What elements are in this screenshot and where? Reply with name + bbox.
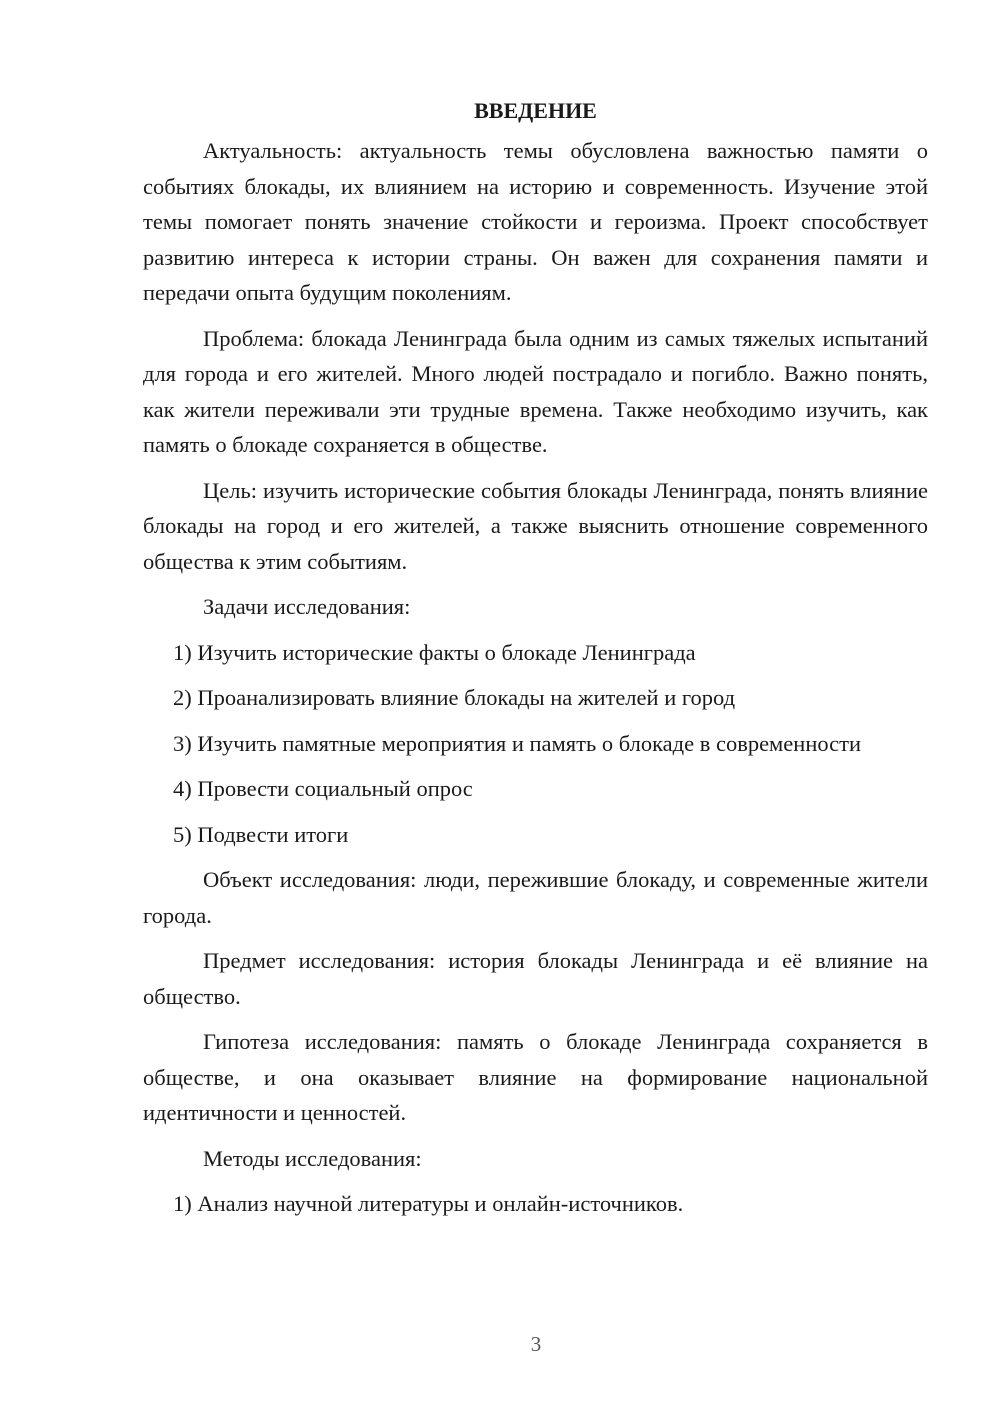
- object-paragraph: Объект исследования: люди, пережившие блокаду, и современные жители города.: [143, 867, 928, 928]
- method-item: 1) Анализ научной литературы и онлайн-источников.: [173, 1191, 684, 1216]
- task-item: 4) Провести социальный опрос: [173, 776, 473, 801]
- problem-paragraph: Проблема: блокада Ленинграда была одним из самых тяжелых испытаний для города и его жителей. Много людей пострадало и погибло. Важно понять, как жители переживали эти трудные времена. Также необходимо изучить, как память о блокаде сохраняется в обществе.: [143, 325, 928, 457]
- section-title: ВВЕДЕНИЕ: [474, 98, 597, 123]
- task-item: 1) Изучить исторические факты о блокаде Ленинграда: [173, 639, 696, 665]
- relevance-paragraph: Актуальность: актуальность темы обусловлена важностью памяти о событиях блокады, их влиянием на историю и современность. Изучение этой темы помогает понять значение стойкости и героизма. Проект способствует развитию интереса к истории страны. Он важен для сохранения памяти и передачи опыта будущим поколениям.: [143, 138, 928, 305]
- page-number: 3: [530, 1332, 542, 1356]
- methods-heading: Методы исследования:: [203, 1145, 422, 1171]
- tasks-heading: Задачи исследования:: [203, 594, 411, 619]
- task-item: 5) Подвести итоги: [173, 821, 349, 847]
- goal-paragraph: Цель: изучить исторические события блокады Ленинграда, понять влияние блокады на город и его жителей, а также выяснить отношение современного общества к этим событиям.: [143, 477, 928, 574]
- subject-paragraph: Предмет исследования: история блокады Ленинграда и её влияние на общество.: [143, 948, 928, 1009]
- task-item: 3) Изучить памятные мероприятия и память о блокаде в современности: [173, 730, 862, 756]
- task-item: 2) Проанализировать влияние блокады на жителей и город: [173, 685, 736, 710]
- page-content: [143, 95, 928, 1232]
- hypothesis-paragraph: Гипотеза исследования: память о блокаде Ленинграда сохраняется в обществе, и она оказывает влияние на формирование национальной идентичности и ценностей.: [143, 1029, 928, 1125]
